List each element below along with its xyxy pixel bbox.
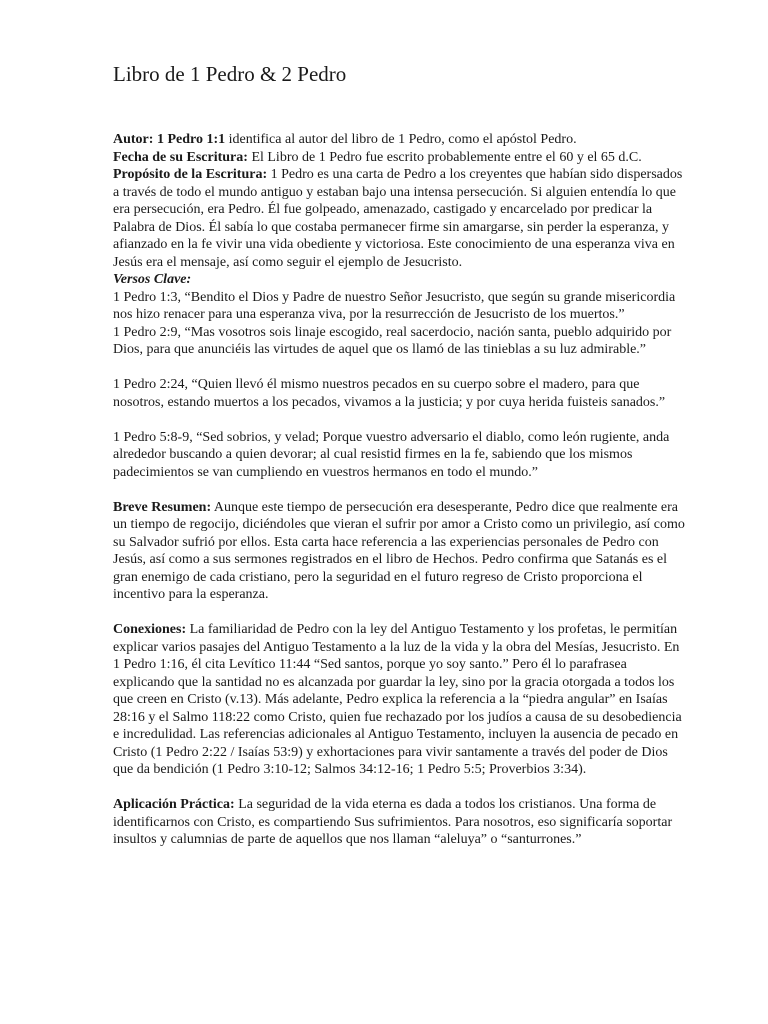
aplicacion-text: La seguridad de la vida eterna es dada a todos los cristianos. Una forma de identificarnos con Cristo, es compartiendo Sus sufrimientos. Para nosotros, eso significaría soportar insultos y calumnias de parte de aquellos que nos llaman “aleluya” o “santurrones.” [113,797,673,848]
conexiones-label: Conexiones: [113,622,187,638]
autor-ref: 1 Pedro 1:1 [156,132,226,148]
resumen-paragraph [113,499,688,604]
conexiones-text: La familiaridad de Pedro con la ley del Antiguo Testamento y los profetas, le permitían explicar varios pasajes del Antiguo Testamento a la luz de la vida y la obra del Mesías, Jesucristo. En 1 Pedro 1:16, él cita Levítico 11:44 “Sed santos, porque yo soy santo.” Pero él lo parafrasea explicando que la santidad no es alcanzada por guardar la ley, sino por la gracia otorgada a todos los que creen en Cristo (v.13). Más adelante, Pedro explica la referencia a la “piedra angular” en Isaías 28:16 y el Salmo 118:22 como Cristo, quien fue rechazado por los judíos a causa de su desobediencia e incredulidad. Las referencias adicionales al Antiguo Testamento, incluyen la ausencia de pecado en Cristo (1 Pedro 2:22 / Isaías 53:9) y exhortaciones para vivir santamente a través del poder de Dios que da bendición (1 Pedro 3:10-12; Salmos 34:12-16; 1 Pedro 5:5; Proverbios 3:34). [113,622,682,778]
fecha-label: Fecha de su Escritura: [113,149,248,165]
spacer [113,411,688,429]
spacer [113,359,688,377]
document-body [113,131,688,849]
aplicacion-label: Aplicación Práctica: [113,797,235,813]
verse-2: 1 Pedro 2:9, “Mas vosotros sois linaje escogido, real sacerdocio, nación santa, pueblo adquirido por Dios, para que anunciéis las virtudes de aquel que os llamó de las tinieblas a su luz admirable.” [113,324,672,358]
verse-4: 1 Pedro 5:8-9, “Sed sobrios, y velad; Porque vuestro adversario el diablo, como león rugiente, anda alrededor buscando a quien devorar; al cual resistid firmes en la fe, sabiendo que los mismos padecimientos se van cumpliendo en vuestros hermanos en todo el mundo.” [113,429,670,480]
aplicacion-paragraph [113,796,688,849]
fecha-paragraph [113,149,688,167]
spacer [113,604,688,622]
resumen-text: Aunque este tiempo de persecución era desesperante, Pedro dice que realmente era un tiempo de regocijo, diciéndoles que vieran el sufrir por amor a Cristo como un privilegio, así como su Salvador sufrió por ellos. Esta carta hace referencia a las experiencias personales de Pedro con Jesús, así como a sus sermones registrados en el libro de Hechos. Pedro confirma que Satanás es el gran enemigo de cada cristiano, pero la seguridad en el futuro regreso de Cristo proporciona el incentivo para la esperanza. [113,499,685,603]
conexiones-paragraph [113,621,688,779]
spacer [113,481,688,499]
versos-label: Versos Clave: [113,272,192,288]
proposito-paragraph [113,166,688,271]
page-title: Libro de 1 Pedro & 2 Pedro [113,62,347,86]
resumen-label: Breve Resumen: [113,499,212,515]
proposito-label: Propósito de la Escritura: [113,167,268,183]
spacer [113,779,688,797]
proposito-text: 1 Pedro es una carta de Pedro a los creyentes que habían sido dispersados a través de todo el mundo antiguo y estaban bajo una intensa persecución. Si alguien entendía lo que era persecución, era Pedro. Él fue golpeado, amenazado, castigado y encarcelado por predicar la Palabra de Dios. Él sabía lo que costaba permanecer firme sin amargarse, sin perder la esperanza, y afianzado en la fe vivir una vida obediente y victoriosa. Este conocimiento de una esperanza viva en Jesús era el mensaje, así como seguir el ejemplo de Jesucristo. [113,167,683,270]
verse-3: 1 Pedro 2:24, “Quien llevó él mismo nuestros pecados en su cuerpo sobre el madero, para que nosotros, estando muertos a los pecados, vivamos a la justicia; y por cuya herida fuisteis sanados.” [113,377,666,410]
fecha-text: El Libro de 1 Pedro fue escrito probablemente entre el 60 y el 65 d.C. [247,149,642,165]
versos-heading [113,271,688,289]
autor-text: identifica al autor del libro de 1 Pedro, como el apóstol Pedro. [225,132,577,148]
verse-1: 1 Pedro 1:3, “Bendito el Dios y Padre de nuestro Señor Jesucristo, que según su grande misericordia nos hizo renacer para una esperanza viva, por la resurrección de Jesucristo de los muertos.” [113,289,676,323]
autor-label: Autor: [113,132,154,148]
autor-paragraph [113,131,688,149]
